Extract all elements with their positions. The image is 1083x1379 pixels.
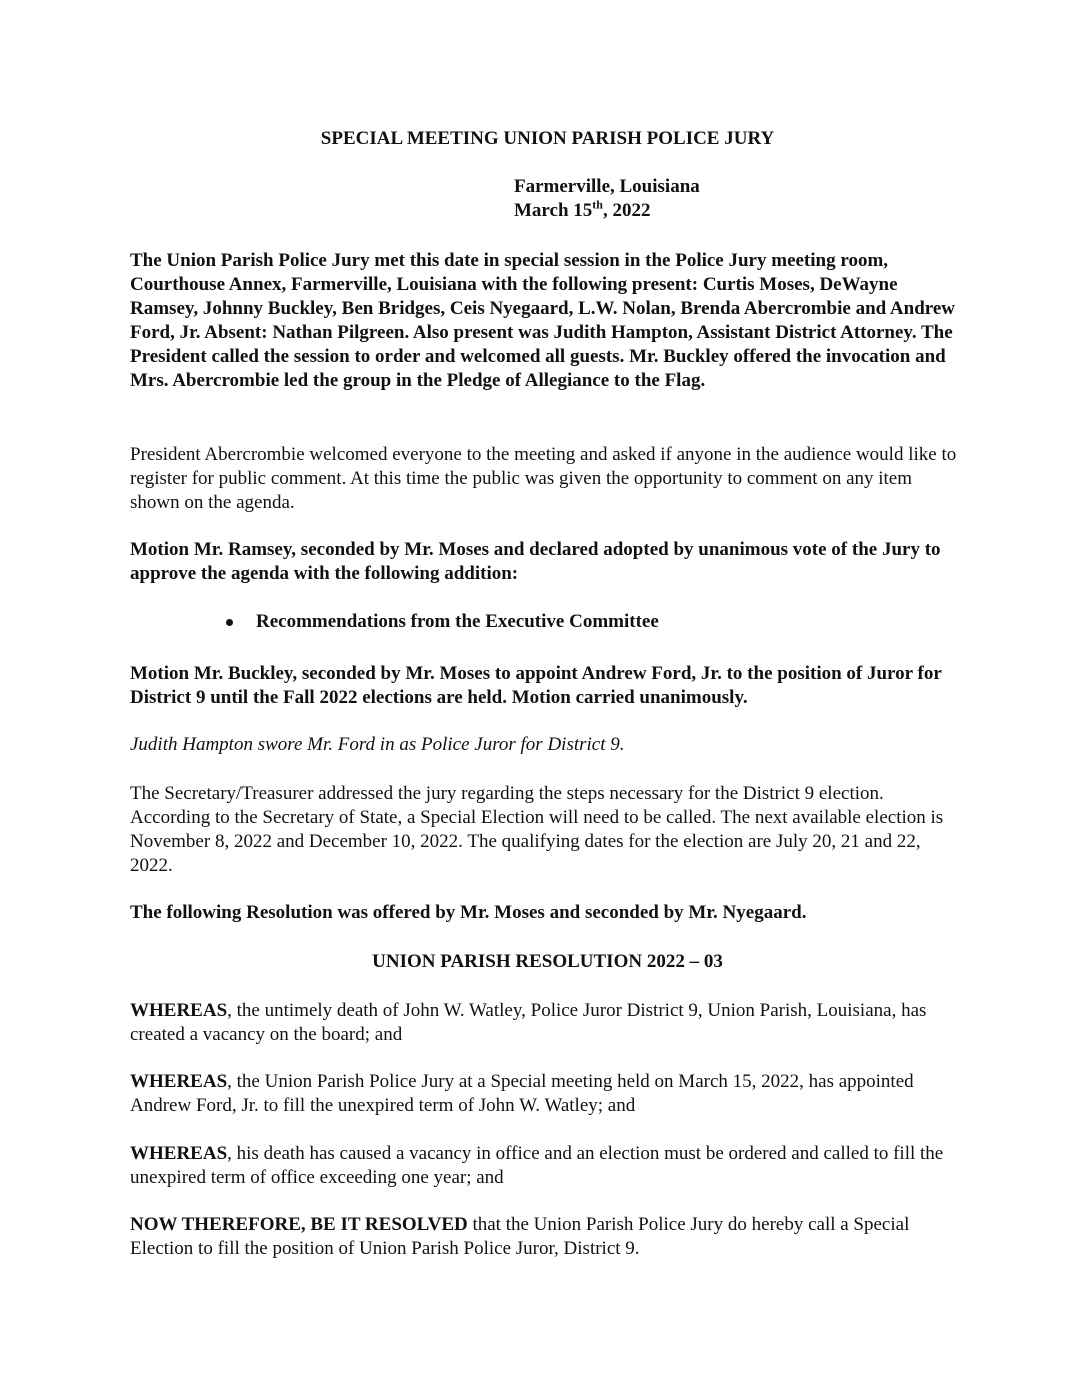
- whereas-paragraph-3: [130, 1142, 965, 1190]
- whereas-text: , the untimely death of John W. Watley, Police Juror District 9, Union Parish, Louisiana, has created a vacancy on the board; and: [130, 1000, 927, 1045]
- whereas-keyword: WHEREAS: [130, 1143, 228, 1164]
- secretary-paragraph: The Secretary/Treasurer addressed the jury regarding the steps necessary for the District 9 election. According to the Secretary of State, a Special Election will need to be called. The next available election is November 8, 2022 and December 10, 2022. The qualifying dates for the election are July 20, 21 and 22, 2022.: [130, 783, 944, 876]
- motion-agenda-paragraph: Motion Mr. Ramsey, seconded by Mr. Moses and declared adopted by unanimous vote of the Jury to approve the agenda with the following addition:: [130, 539, 941, 584]
- oath-paragraph: Judith Hampton swore Mr. Ford in as Police Juror for District 9.: [130, 734, 625, 755]
- motion-appoint-paragraph: Motion Mr. Buckley, seconded by Mr. Moses to appoint Andrew Ford, Jr. to the position of Juror for District 9 until the Fall 2022 elections are held. Motion carried unanimously.: [130, 663, 942, 708]
- bullet-icon: [226, 619, 233, 626]
- agenda-addition-label: Recommendations from the Executive Committee: [256, 611, 659, 632]
- meeting-date: [514, 199, 650, 223]
- meeting-date-prefix: March 15: [514, 200, 593, 221]
- document-title: SPECIAL MEETING UNION PARISH POLICE JURY: [320, 128, 775, 149]
- meeting-location: Farmerville, Louisiana: [514, 176, 700, 197]
- resolved-paragraph: [130, 1213, 965, 1261]
- meeting-date-year: , 2022: [602, 200, 651, 221]
- resolved-text: that the Union Parish Police Jury do hereby call a Special Election to fill the position of Union Parish Police Juror, District 9.: [130, 1214, 910, 1259]
- whereas-keyword: WHEREAS: [130, 1000, 228, 1021]
- whereas-paragraph-2: [130, 1070, 965, 1118]
- resolved-keyword: NOW THEREFORE, BE IT RESOLVED: [130, 1214, 468, 1235]
- whereas-paragraph-1: [130, 999, 965, 1047]
- whereas-text: , the Union Parish Police Jury at a Special meeting held on March 15, 2022, has appointed Andrew Ford, Jr. to fill the unexpired term of John W. Watley; and: [130, 1071, 914, 1116]
- public-comment-paragraph: President Abercrombie welcomed everyone to the meeting and asked if anyone in the audience would like to register for public comment. At this time the public was given the opportunity to comment on any item shown on the agenda.: [130, 444, 957, 513]
- whereas-keyword: WHEREAS: [130, 1071, 228, 1092]
- agenda-addition-item: [226, 611, 659, 633]
- resolution-offered-paragraph: The following Resolution was offered by Mr. Moses and seconded by Mr. Nyegaard.: [130, 902, 807, 923]
- intro-paragraph: The Union Parish Police Jury met this date in special session in the Police Jury meeting room, Courthouse Annex, Farmerville, Louisiana with the following present: Curtis Moses, DeWayne Ramsey, Johnny Buckley, Ben Bridges, Ceis Nyegaard, L.W. Nolan, Brenda Abercrombie and Andrew Ford, Jr. Absent: Nathan Pilgreen. Also present was Judith Hampton, Assistant District Attorney. The President called the session to order and welcomed all guests. Mr. Buckley offered the invocation and Mrs. Abercrombie led the group in the Pledge of Allegiance to the Flag.: [130, 250, 956, 391]
- whereas-text: , his death has caused a vacancy in office and an election must be ordered and called to fill the unexpired term of office exceeding one year; and: [130, 1143, 944, 1188]
- resolution-title: UNION PARISH RESOLUTION 2022 – 03: [372, 951, 723, 972]
- meeting-date-suffix: th: [592, 197, 603, 212]
